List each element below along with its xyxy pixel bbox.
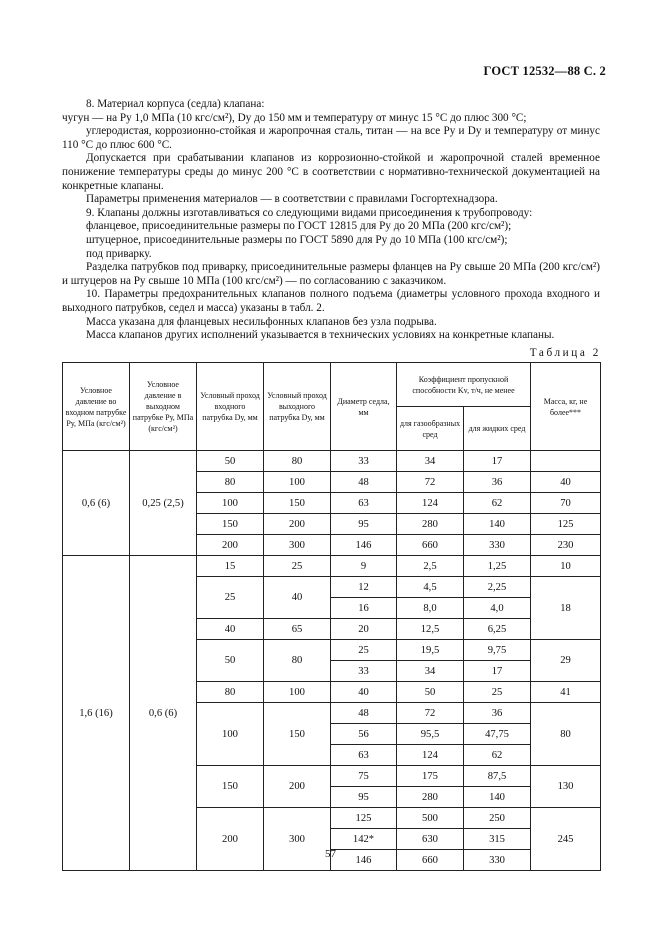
outlet-diameter-cell: 300 [264,808,331,871]
seat-diameter-cell: 40 [331,682,397,703]
page-header: ГОСТ 12532—88 С. 2 [483,64,606,78]
gas-coefficient-cell: 95,5 [397,724,464,745]
inlet-pressure-cell: 0,6 (6) [63,451,130,556]
seat-diameter-cell: 9 [331,556,397,577]
inlet-diameter-cell: 15 [197,556,264,577]
mass-cell: 230 [531,535,601,556]
liquid-coefficient-cell: 315 [464,829,531,850]
seat-diameter-cell: 48 [331,472,397,493]
mass-cell: 18 [531,577,601,640]
outlet-diameter-cell: 200 [264,766,331,808]
outlet-diameter-cell: 25 [264,556,331,577]
mass-cell: 29 [531,640,601,682]
header-seat-diameter: Диаметр седла, мм [331,363,397,451]
seat-diameter-cell: 125 [331,808,397,829]
liquid-coefficient-cell: 2,25 [464,577,531,598]
header-inlet-diameter: Условный проход входного патрубка Dу, мм [197,363,264,451]
outlet-pressure-cell: 0,6 (6) [130,556,197,871]
mass-cell: 245 [531,808,601,871]
paragraph: чугун — на Pу 1,0 МПа (10 кгс/см²), Dу до 150 мм и температуру от минус 15 °С до плюс 300 °С; [62,111,527,124]
gas-coefficient-cell: 4,5 [397,577,464,598]
gas-coefficient-cell: 8,0 [397,598,464,619]
liquid-coefficient-cell: 9,75 [464,640,531,661]
header-outlet-pressure: Условное давление в выходном патрубке Pу, МПа (кгс/см²) [130,363,197,451]
outlet-diameter-cell: 80 [264,451,331,472]
liquid-coefficient-cell: 140 [464,787,531,808]
mass-cell: 80 [531,703,601,766]
paragraph: фланцевое, присоединительные размеры по ГОСТ 12815 для Pу до 20 МПа (200 кгс/см²); [86,220,512,233]
table-row [63,556,601,577]
liquid-coefficient-cell: 250 [464,808,531,829]
seat-diameter-cell: 56 [331,724,397,745]
seat-diameter-cell: 12 [331,577,397,598]
inlet-diameter-cell: 50 [197,640,264,682]
inlet-diameter-cell: 50 [197,451,264,472]
seat-diameter-cell: 142* [331,829,397,850]
inlet-diameter-cell: 40 [197,619,264,640]
header-flow-coefficient: Коэффициент пропускной способности Kv, т/ч, не менее [397,363,531,407]
mass-cell: 70 [531,493,601,514]
paragraph: Параметры применения материалов — в соответствии с правилами Госгортехнадзора. [86,193,498,206]
gas-coefficient-cell: 500 [397,808,464,829]
gas-coefficient-cell: 630 [397,829,464,850]
gas-coefficient-cell: 660 [397,850,464,871]
mass-cell: 41 [531,682,601,703]
mass-cell [531,451,601,472]
liquid-coefficient-cell: 87,5 [464,766,531,787]
paragraph: Масса указана для фланцевых несильфонных клапанов без узла подрыва. [86,315,437,328]
gas-coefficient-cell: 124 [397,493,464,514]
gas-coefficient-cell: 72 [397,703,464,724]
paragraph: штуцерное, присоединительные размеры по ГОСТ 5890 для Pу до 10 МПа (100 кгс/см²); [86,233,508,246]
liquid-coefficient-cell: 62 [464,745,531,766]
mass-cell: 40 [531,472,601,493]
seat-diameter-cell: 63 [331,745,397,766]
gas-coefficient-cell: 34 [397,661,464,682]
liquid-coefficient-cell: 47,75 [464,724,531,745]
mass-cell: 130 [531,766,601,808]
parameters-table [62,362,601,871]
paragraph: 10. Параметры предохранительных клапанов полного подъема (диаметры условного прохода входного и выходного патрубков, седел и масса) указаны в табл. 2. [62,288,600,314]
paragraph: 9. Клапаны должны изготавливаться со следующими видами присоединения к трубопроводу: [86,206,533,219]
seat-diameter-cell: 16 [331,598,397,619]
paragraph: Разделка патрубков под приварку, присоединительные размеры фланцев на Pу свыше 20 МПа (200 кгс/см²) и штуцеров на Pу свыше 10 МПа (100 кгс/см²) — по согласованию с заказчиком. [62,261,600,287]
inlet-diameter-cell: 100 [197,493,264,514]
outlet-pressure-cell: 0,25 (2,5) [130,451,197,556]
liquid-coefficient-cell: 17 [464,661,531,682]
mass-cell: 125 [531,514,601,535]
outlet-diameter-cell: 150 [264,493,331,514]
table-row [63,451,601,472]
header-gas-media: для газообразных сред [397,407,464,451]
gas-coefficient-cell: 660 [397,535,464,556]
outlet-diameter-cell: 100 [264,472,331,493]
gas-coefficient-cell: 50 [397,682,464,703]
outlet-diameter-cell: 80 [264,640,331,682]
table-caption: Таблица 2 [529,347,601,359]
liquid-coefficient-cell: 1,25 [464,556,531,577]
seat-diameter-cell: 25 [331,640,397,661]
header-outlet-diameter: Условный проход выходного патрубка Dу, мм [264,363,331,451]
outlet-diameter-cell: 100 [264,682,331,703]
seat-diameter-cell: 48 [331,703,397,724]
paragraph: под приварку. [86,247,152,260]
gas-coefficient-cell: 2,5 [397,556,464,577]
paragraph: Допускается при срабатывании клапанов из коррозионно-стойкой и жаропрочной сталей временное понижение температуры среды до минус 200 °С в соответствии с нормативно-технической документацией на конкретные клапаны. [62,152,600,192]
paragraph: 8. Материал корпуса (седла) клапана: [86,98,265,110]
seat-diameter-cell: 63 [331,493,397,514]
outlet-diameter-cell: 65 [264,619,331,640]
paragraph: углеродистая, коррозионно-стойкая и жаропрочная сталь, титан — на все Pу и Dу и температуру от минус 110 °С до плюс 600 °С. [62,125,600,151]
gas-coefficient-cell: 175 [397,766,464,787]
seat-diameter-cell: 95 [331,787,397,808]
seat-diameter-cell: 95 [331,514,397,535]
liquid-coefficient-cell: 330 [464,850,531,871]
seat-diameter-cell: 33 [331,451,397,472]
outlet-diameter-cell: 40 [264,577,331,619]
gas-coefficient-cell: 124 [397,745,464,766]
outlet-diameter-cell: 300 [264,535,331,556]
header-mass: Масса, кг, не более*** [531,363,601,451]
seat-diameter-cell: 146 [331,850,397,871]
seat-diameter-cell: 20 [331,619,397,640]
inlet-diameter-cell: 200 [197,535,264,556]
liquid-coefficient-cell: 330 [464,535,531,556]
header-inlet-pressure: Условное давление во входном патрубке Pу, МПа (кгс/см²) [63,363,130,451]
inlet-diameter-cell: 150 [197,514,264,535]
paragraph: Масса клапанов других исполнений указывается в технических условиях на конкретные клапаны. [86,329,555,342]
inlet-pressure-cell: 1,6 (16) [63,556,130,871]
gas-coefficient-cell: 72 [397,472,464,493]
body-text [62,98,600,343]
outlet-diameter-cell: 150 [264,703,331,766]
gas-coefficient-cell: 19,5 [397,640,464,661]
liquid-coefficient-cell: 25 [464,682,531,703]
seat-diameter-cell: 146 [331,535,397,556]
liquid-coefficient-cell: 6,25 [464,619,531,640]
page-number: 57 [325,848,336,860]
liquid-coefficient-cell: 140 [464,514,531,535]
gas-coefficient-cell: 12,5 [397,619,464,640]
inlet-diameter-cell: 80 [197,472,264,493]
gas-coefficient-cell: 280 [397,787,464,808]
liquid-coefficient-cell: 17 [464,451,531,472]
liquid-coefficient-cell: 36 [464,472,531,493]
liquid-coefficient-cell: 4,0 [464,598,531,619]
inlet-diameter-cell: 80 [197,682,264,703]
inlet-diameter-cell: 150 [197,766,264,808]
inlet-diameter-cell: 25 [197,577,264,619]
liquid-coefficient-cell: 62 [464,493,531,514]
seat-diameter-cell: 33 [331,661,397,682]
inlet-diameter-cell: 200 [197,808,264,871]
gas-coefficient-cell: 280 [397,514,464,535]
header-liquid-media: для жидких сред [464,407,531,451]
inlet-diameter-cell: 100 [197,703,264,766]
outlet-diameter-cell: 200 [264,514,331,535]
gas-coefficient-cell: 34 [397,451,464,472]
seat-diameter-cell: 75 [331,766,397,787]
liquid-coefficient-cell: 36 [464,703,531,724]
mass-cell: 10 [531,556,601,577]
